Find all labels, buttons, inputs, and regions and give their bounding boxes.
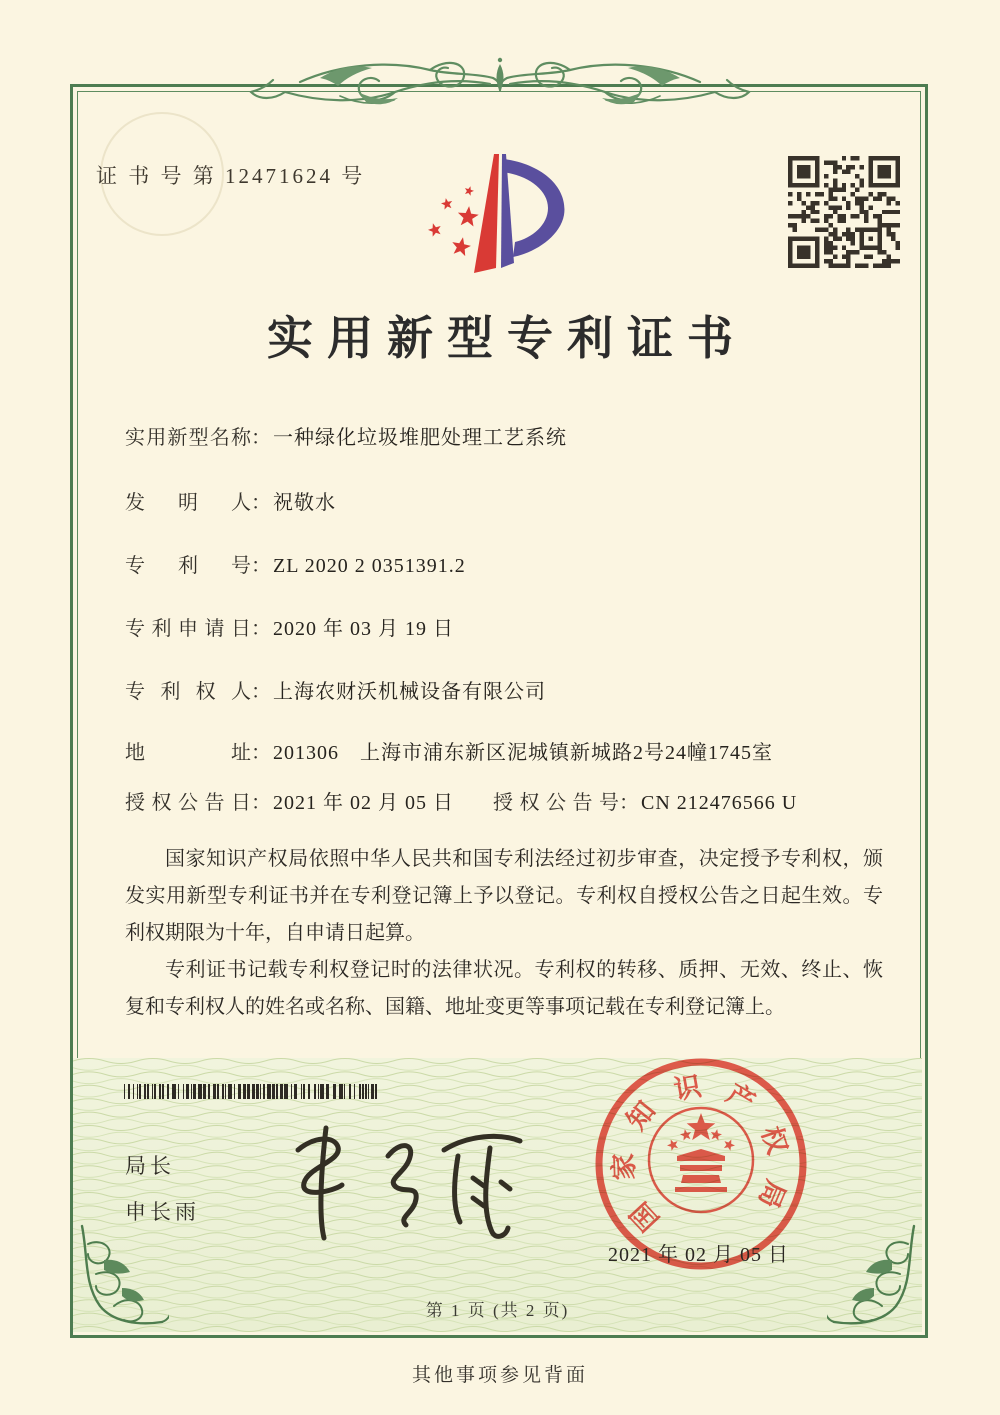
director-title: 局长 — [125, 1154, 175, 1178]
field-colon: ： — [251, 618, 271, 640]
svg-text:知: 知 — [621, 1095, 662, 1136]
field-label: 专利权人 — [125, 681, 251, 703]
certificate-number: 证 书 号 第 12471624 号 — [96, 164, 366, 188]
top-border-ornament — [190, 48, 810, 124]
field-colon: ： — [251, 492, 271, 514]
field-value: 2020 年 03 月 19 日 — [273, 618, 454, 640]
seal-date: 2021 年 02 月 05 日 — [608, 1244, 789, 1266]
svg-text:产: 产 — [721, 1078, 760, 1118]
field-value: 祝敬水 — [273, 492, 336, 514]
field-colon: ： — [251, 742, 271, 764]
svg-text:识: 识 — [671, 1071, 704, 1106]
field-label: 专利号 — [125, 555, 251, 577]
corner-flourish-left — [74, 1222, 169, 1334]
field-patent-number — [125, 549, 466, 578]
cnipa-logo-icon — [415, 146, 575, 276]
field-colon: ： — [251, 681, 271, 703]
barcode — [124, 1084, 380, 1099]
svg-text:局: 局 — [752, 1175, 791, 1213]
field-colon: ： — [251, 555, 271, 577]
field-address — [125, 736, 773, 765]
svg-text:家: 家 — [608, 1152, 640, 1181]
field-colon: ： — [251, 792, 271, 814]
field-patentee — [125, 675, 546, 704]
field-label: 授权公告号 — [493, 792, 619, 814]
field-value: CN 212476566 U — [641, 792, 798, 814]
certificate-title: 实用新型专利证书 — [267, 313, 747, 364]
field-filing-date — [125, 612, 454, 641]
field-grant-date — [125, 792, 454, 814]
field-label: 授权公告日 — [125, 792, 251, 814]
field-value: 201306 上海市浦东新区泥城镇新城路2号24幢1745室 — [273, 742, 773, 764]
field-colon: ： — [251, 427, 271, 449]
legal-paragraph-2: 专利证书记载专利权登记时的法律状况。专利权的转移、质押、无效、终止、恢复和专利权人的姓名或名称、国籍、地址变更等事项记载在专利登记簿上。 — [125, 959, 883, 1018]
field-grant-number — [493, 786, 797, 815]
field-label: 专利申请日 — [125, 618, 251, 640]
field-utility-model-name — [125, 421, 567, 450]
field-colon: ： — [619, 792, 639, 814]
field-value: 上海农财沃机械设备有限公司 — [273, 681, 546, 703]
director-signature — [268, 1120, 528, 1245]
field-grant-row — [125, 786, 798, 815]
corner-flourish-right — [827, 1222, 922, 1334]
guilloche-band — [73, 1058, 922, 1332]
field-inventor — [125, 486, 336, 515]
field-value: ZL 2020 2 0351391.2 — [273, 555, 466, 577]
svg-text:国: 国 — [624, 1196, 665, 1237]
qr-code — [788, 156, 900, 268]
field-label: 发明人 — [125, 492, 251, 514]
director-name: 申长雨 — [125, 1200, 200, 1224]
legal-text — [125, 841, 883, 1026]
back-note: 其他事项参见背面 — [411, 1365, 588, 1386]
field-label: 地址 — [125, 742, 251, 764]
field-value: 一种绿化垃圾堆肥处理工艺系统 — [273, 427, 567, 449]
legal-paragraph-1: 国家知识产权局依照中华人民共和国专利法经过初步审查，决定授予专利权，颁发实用新型专利证书并在专利登记簿上予以登记。专利权自授权公告之日起生效。专利权期限为十年，自申请日起算。 — [125, 848, 883, 944]
svg-text:权: 权 — [755, 1122, 793, 1158]
page-indicator: 第 1 页 (共 2 页) — [425, 1301, 570, 1320]
field-label: 实用新型名称 — [125, 427, 251, 449]
field-value: 2021 年 02 月 05 日 — [273, 792, 454, 814]
